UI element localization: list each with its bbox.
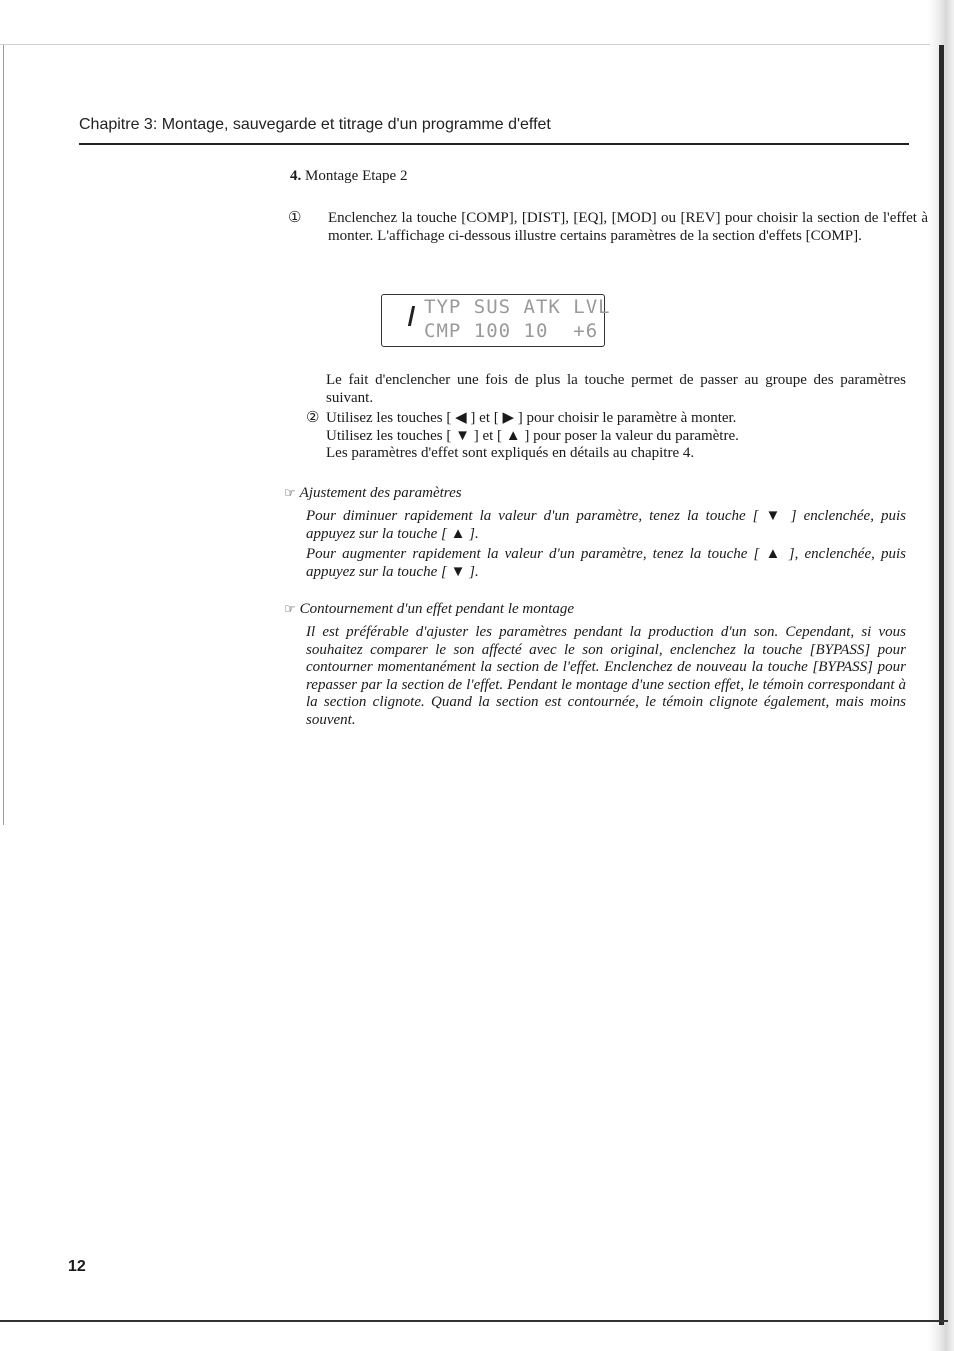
instruction-item-2 [306,410,906,463]
note-1-text-1: Pour diminuer rapidement la valeur d'un paramètre, tenez la touche [ ▼ ] enclenchée, puis appuyez sur la touche [ ▲ ]. [306,508,906,542]
instruction-item-1 [288,210,928,245]
step-title: Montage Etape 2 [305,168,408,184]
lcd-line-2: CMP 100 10 +6 [424,320,599,342]
lcd-cursor-icon [408,306,415,326]
note-1-text-2: Pour augmenter rapidement la valeur d'un paramètre, tenez la touche [ ▲ ], enclenchée, puis appuyez sur la touche [ ▼ ]. [306,546,906,580]
scan-bar-left [3,45,4,825]
after-display-text: Le fait d'enclencher une fois de plus la touche permet de passer au groupe des paramètres suivant. [326,372,906,406]
item-2-line-1: Utilisez les touches [ ◀ ] et [ ▶ ] pour choisir le paramètre à monter. [326,410,737,426]
pointing-hand-icon: ☞ [284,602,296,617]
item-2-line-3: Les paramètres d'effet sont expliqués en détails au chapitre 4. [326,445,695,461]
step-number: 4. [290,168,302,184]
item-1-marker: ① [288,210,302,226]
item-2-marker: ② [306,410,320,426]
chapter-header: Chapitre 3: Montage, sauvegarde et titrage d'un programme d'effet [79,116,551,133]
item-2-line-2: Utilisez les touches [ ▼ ] et [ ▲ ] pour poser la valeur du paramètre. [326,427,739,444]
lcd-display [381,294,611,347]
step-heading [290,168,407,185]
note-1-heading [284,485,462,502]
note-2-title: Contournement d'un effet pendant le montage [299,601,575,617]
header-rule [79,143,909,145]
pointing-hand-icon: ☞ [284,486,296,501]
page-number: 12 [68,1258,86,1275]
item-1-text: Enclenchez la touche [COMP], [DIST], [EQ], [MOD] ou [REV] pour choisir la section de l'effet à monter. L'affichage ci-dessous illustre certains paramètres de la section d'effets [COMP]. [328,210,928,244]
scan-bar-top [0,44,930,45]
note-2-text: Il est préférable d'ajuster les paramètres pendant la production d'un son. Cependant, si vous souhaitez comparer le son affecté avec le son original, enclenchez la touche [BYPASS] pour contourner momentanément la section de l'effet. Enclenchez de nouveau la touche [BYPASS] pour repasser par la section de l'effet. Pendant le montage d'une section effet, le témoin correspondant à la section clignote. Quand la section est contournée, le témoin clignote également, mais moins souvent. [306,624,906,728]
lcd-line-1: TYP SUS ATK LVL [424,296,611,318]
note-2-heading [284,601,574,618]
scan-bar-right [939,45,944,1325]
bottom-rule [0,1320,948,1322]
note-1-title: Ajustement des paramètres [299,485,462,501]
